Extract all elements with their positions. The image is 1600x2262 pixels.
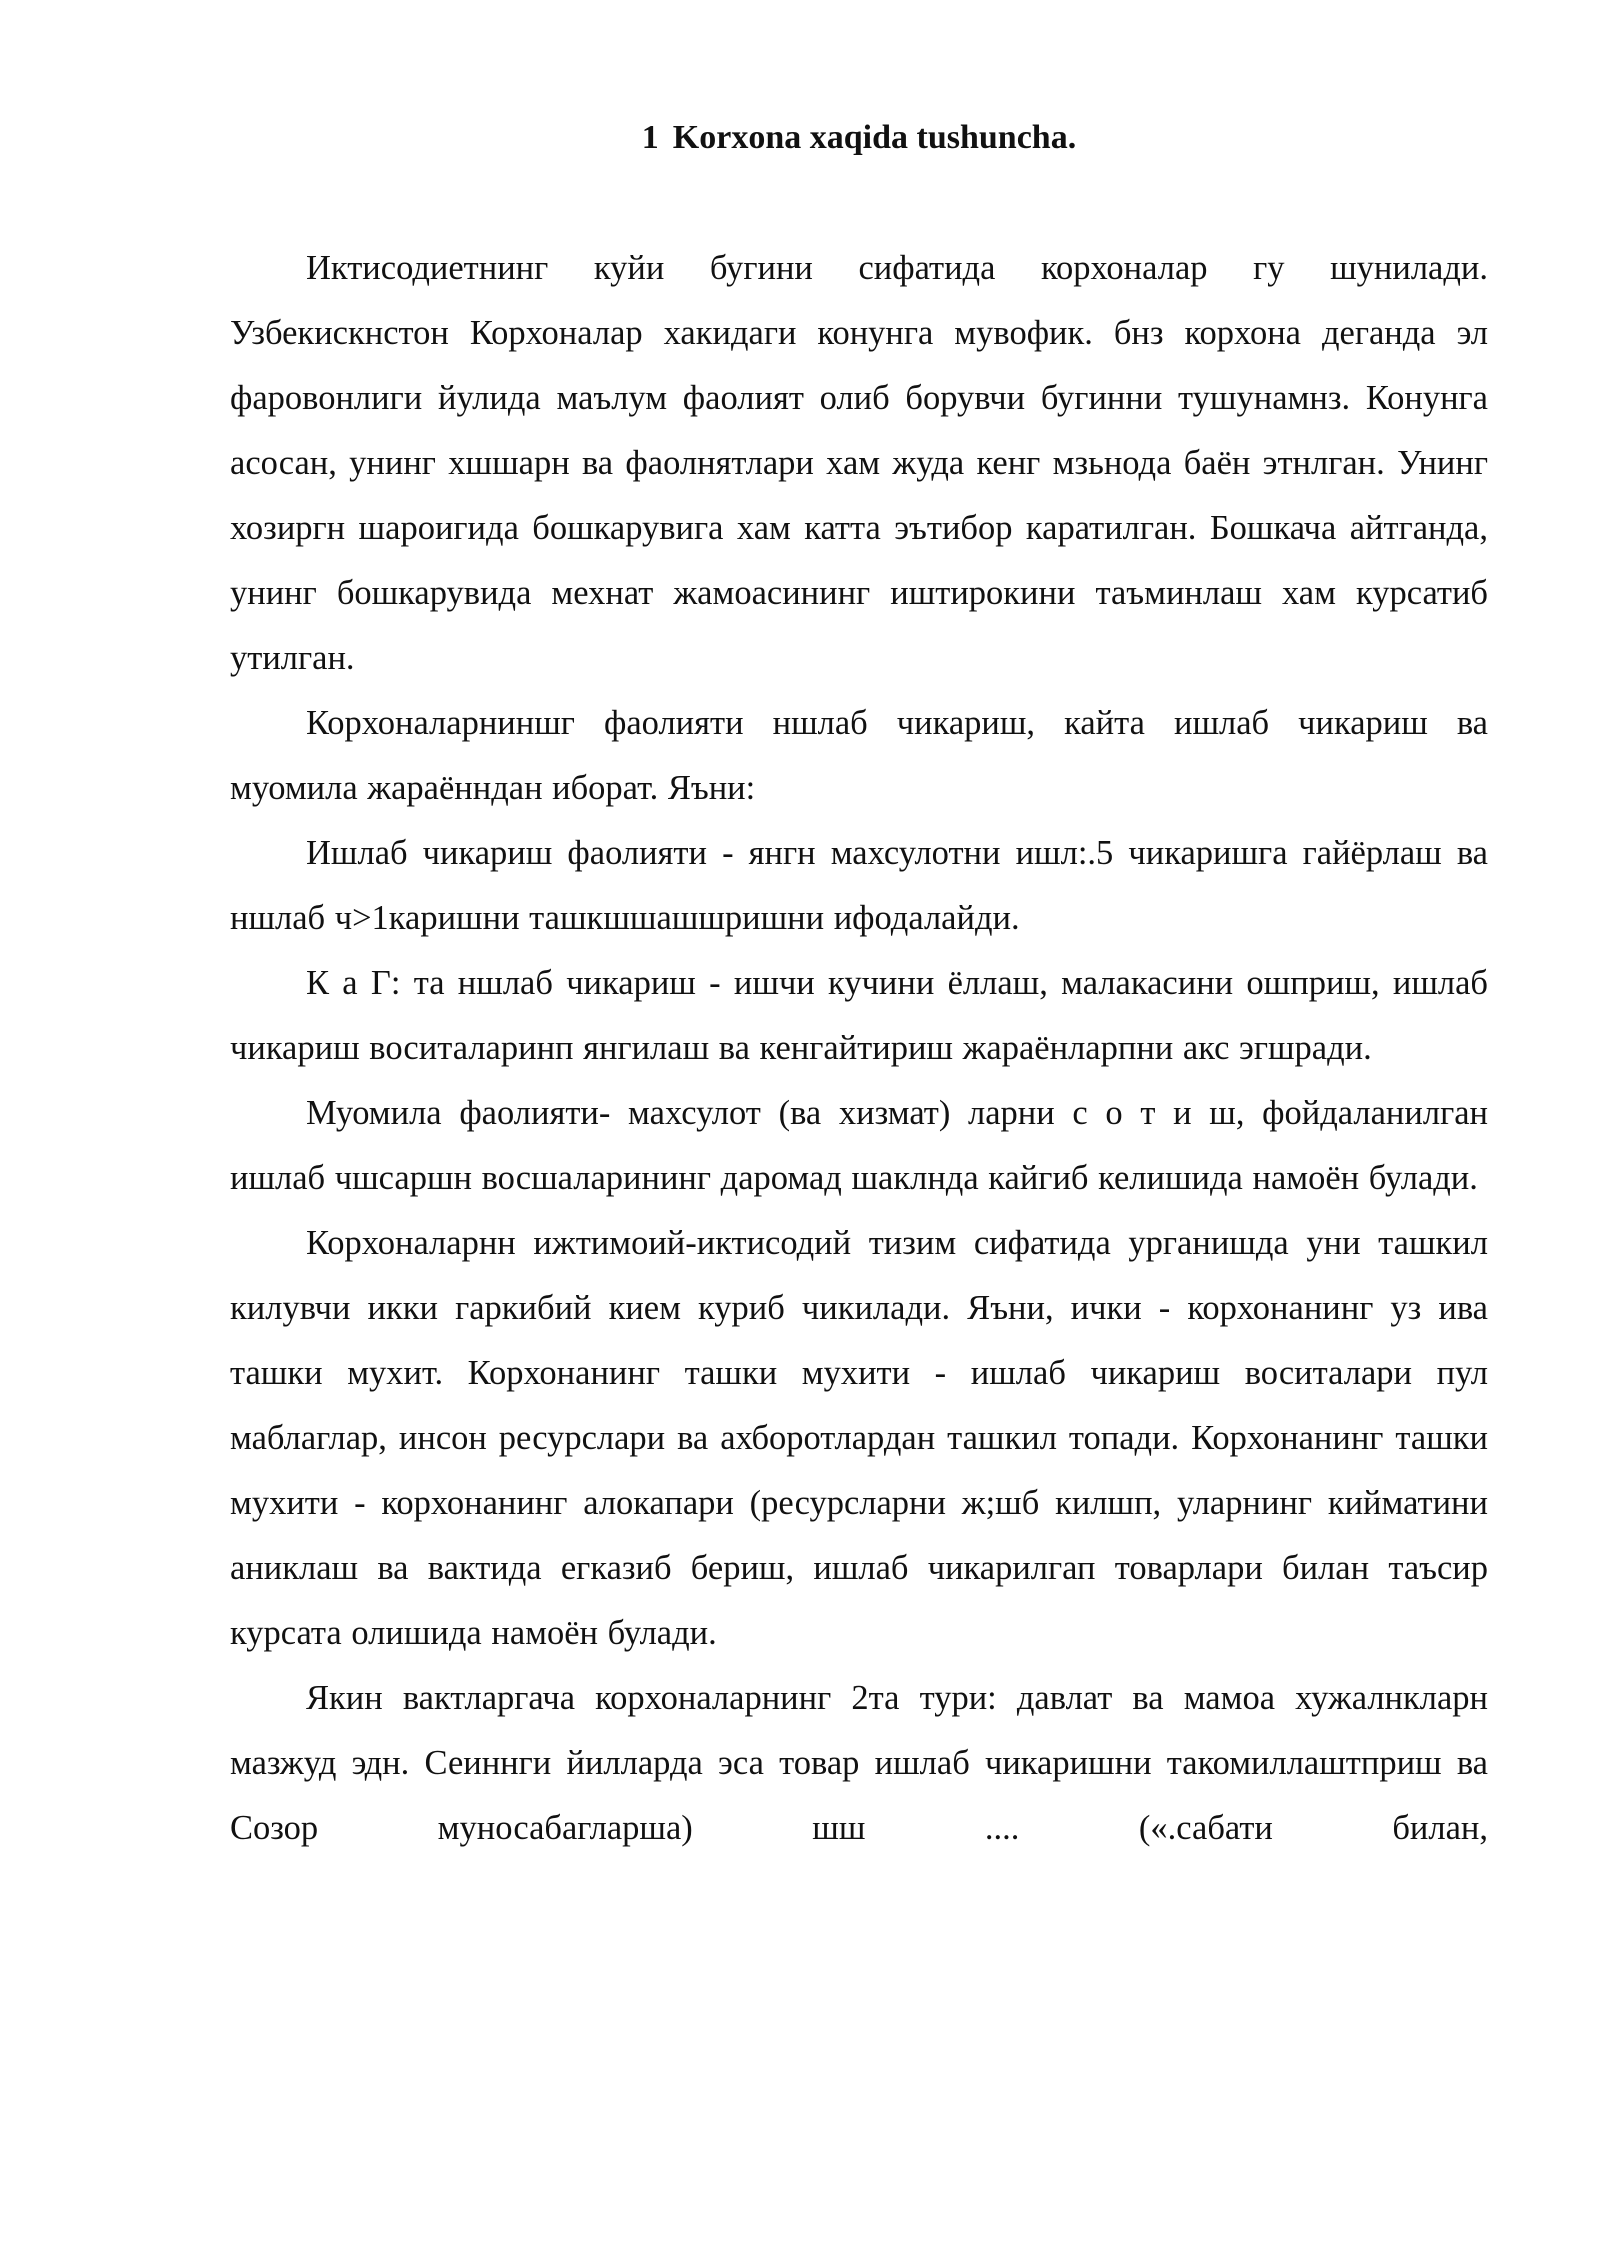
paragraph-1: Иктисодиетнинг куйи бугини сифатида корхоналар гу шунилади. Узбекискнстон Корхоналар хакидаги конунга мувофик. бнз корхона деганда эл фаровонлиги йулида маълум фаолият олиб борувчи бугинни тушунамнз. Конунга асосан, унинг хшшарн ва фаолнятлари хам жуда кенг мзьнода баён этнлган. Унинг хозиргн шароигида бошкарувига хам катта эътибор каратилган. Бошкача айтганда, унинг бошкарувида мехнат жамоасининг иштирокини таъминлаш хам курсатиб утилган. xyxy=(230,249,1488,677)
paragraph-7: Якин вактларгача корхоналарнинг 2та тури: давлат ва мамоа хужалнкларн мазжуд эдн. Сеиннги йилларда эса товар ишлаб чикаришни такомиллаштприш ва Созор муносабагларша) шш .... («.сабати билан, xyxy=(230,1679,1488,1847)
paragraph-6: Корхоналарнн ижтимоий-иктисодий тизим сифатида урганишда уни ташкил килувчи икки гаркибий кием куриб чикилади. Яъни, ички - корхонанинг уз ива ташки мухит. Корхонанинг ташки мухити - ишлаб чикариш воситалари пул маблаглар, инсон ресурслари ва ахборотлардан ташкил топади. Корхонанинг ташки мухити - корхонанинг алокапари (ресурсларни ж;шб килшп, уларнинг кийматини аниклаш ва вактида егказиб бериш, ишлаб чикарилгап товарлари билан таъсир курсата олишида намоён булади. xyxy=(230,1224,1488,1652)
paragraph-3: Ишлаб чикариш фаолияти - янгн махсулотни ишл:.5 чикаришга гайёрлаш ва ншлаб ч>1каришни ташкшшашшришни ифодалайди. xyxy=(230,834,1488,937)
section-number: 1 xyxy=(641,119,659,156)
section-title: Korxona xaqida tushuncha. xyxy=(672,119,1077,156)
paragraph-4: К а Г: та ншлаб чикариш - ишчи кучини ёллаш, малакасини ошприш, ишлаб чикариш воситаларинп янгилаш ва кенгайтириш жараёнларпни акс эгшради. xyxy=(230,964,1488,1067)
section-heading xyxy=(230,112,1488,164)
paragraph-5: Муомила фаолияти- махсулот (ва хизмат) ларни с о т и ш, фойдаланилган ишлаб чшсаршн восшаларининг даромад шаклнда кайгиб келишида намоён булади. xyxy=(230,1094,1488,1197)
body-text xyxy=(230,236,1488,1861)
paragraph-2: Корхоналарниншг фаолияти ншлаб чикариш, кайта ишлаб чикариш ва муомила жараённдан иборат. Яъни: xyxy=(230,704,1488,807)
